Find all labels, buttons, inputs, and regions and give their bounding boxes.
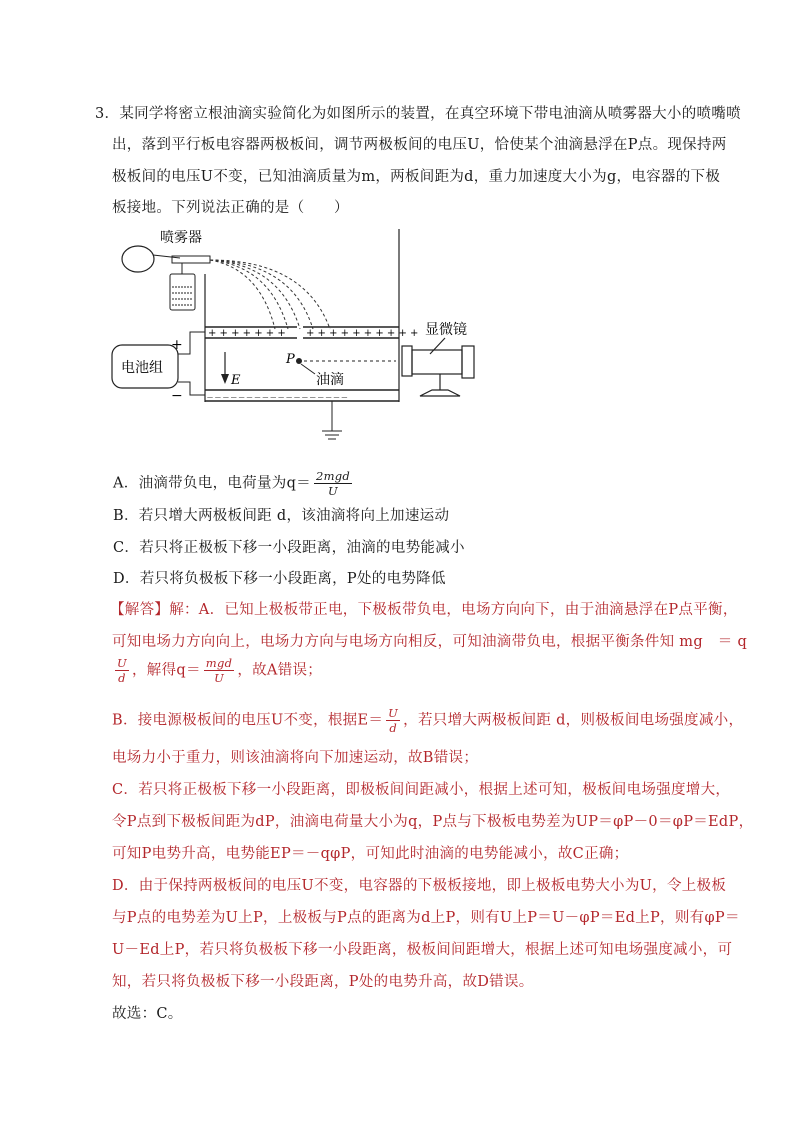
answer-line-10: 与P点的电势差为U上P，上极板与P点的距离为d上P，则有U上P＝U－φP＝Ed上P，则有φP＝	[112, 910, 740, 926]
answer-fraction-u-d	[115, 656, 129, 685]
upper-plate-charges-right: + + + + + + + + + +	[306, 328, 419, 339]
option-a-numerator: 2mgd	[315, 469, 351, 483]
option-a[interactable]	[113, 469, 355, 498]
answer-line-1	[110, 598, 738, 619]
battery-plus-sign: +	[171, 337, 183, 353]
sprayer-icon	[122, 246, 210, 310]
answer-text-4a: B．接电源极板间的电压U不变，根据E＝	[112, 712, 384, 729]
answer-text-3a: ，解得q＝	[132, 662, 201, 679]
upper-plate-charges-left: + + + + + + +	[208, 328, 286, 339]
question-line-4: 板接地。下列说法正确的是（ ）	[112, 200, 349, 216]
oil-drop-label: 油滴	[316, 372, 344, 388]
field-label: E	[231, 373, 241, 388]
answer-tag: 【解答】	[110, 602, 170, 618]
question-line-1	[95, 102, 741, 123]
sprayer-label: 喷雾器	[160, 230, 202, 246]
fraction-denominator: U	[214, 671, 225, 685]
answer-fraction-mgd-u	[204, 656, 235, 685]
answer-line-7: 令P点到下极板间距为dP，油滴电荷量大小为q，P点与下极板电势差为UP＝φP－0＝φP＝EdP，	[112, 814, 754, 830]
option-b[interactable]: B．若只增大两极板间距 d，该油滴将向上加速运动	[113, 508, 450, 524]
oil-drop	[296, 358, 302, 364]
answer-line-12: 知，若只将负极板下移一小段距离，P处的电势升高，故D错误。	[112, 974, 534, 990]
battery-label: 电池组	[121, 360, 163, 376]
spray-trajectories	[210, 260, 330, 329]
fraction-numerator: mgd	[205, 656, 233, 670]
answer-line-3	[112, 656, 322, 685]
option-a-text: A．油滴带负电，电荷量为q＝	[113, 475, 311, 492]
answer-text-4b: ，若只增大两极板间距 d，则极板间电场强度减小，	[403, 712, 744, 729]
microscope-label: 显微镜	[425, 322, 467, 338]
option-d[interactable]: D．若只将负极板下移一小段距离，P处的电势降低	[113, 571, 446, 587]
answer-final: 故选：C。	[112, 1006, 183, 1022]
fraction-denominator: d	[389, 721, 397, 735]
ground-icon	[322, 401, 342, 439]
question-line-3: 极板间的电压U不变，已知油滴质量为m，两板间距为d，重力加速度大小为g，电容器的下极	[112, 169, 721, 185]
answer-text-3b: ，故A错误；	[237, 662, 323, 679]
oil-drop-leader	[301, 364, 315, 374]
option-a-fraction	[314, 469, 352, 498]
question-number: 3．	[95, 106, 120, 122]
answer-line-6: C．若只将正极板下移一小段距离，即极板间间距减小，根据上述可知，极板间电场强度增大，	[112, 782, 731, 798]
answer-line-2: 可知电场力方向向上，电场力方向与电场方向相反，可知油滴带负电，根据平衡条件知 mg ＝ q	[112, 634, 748, 650]
question-stem-1: 某同学将密立根油滴实验简化为如图所示的装置，在真空环境下带电油滴从喷雾器大小的喷嘴喷	[119, 106, 741, 122]
fraction-numerator: U	[388, 706, 399, 720]
fraction-numerator: U	[117, 656, 127, 670]
answer-line-5: 电场力小于重力，则该油滴将向下加速运动，故B错误；	[112, 750, 479, 766]
battery-minus-sign: −	[171, 388, 183, 404]
answer-line-11: U－Ed上P，若只将负极板下移一小段距离，极板间间距增大，根据上述可知电场强度减小，可	[112, 942, 733, 958]
answer-line-4	[112, 706, 743, 735]
microscope-icon	[402, 338, 474, 396]
answer-line-8: 可知P电势升高，电势能EP＝－qφP，可知此时油滴的电势能减小，故C正确；	[112, 846, 629, 862]
field-arrow-head	[221, 374, 229, 384]
answer-fraction-e	[386, 706, 400, 735]
upper-plate	[205, 327, 418, 339]
answer-text-1: 解：A．已知上极板带正电，下极板带负电，电场方向向下，由于油滴悬浮在P点平衡，	[169, 602, 738, 618]
option-c[interactable]: C．若只将正极板下移一小段距离，油滴的电势能减小	[113, 540, 465, 556]
lower-plate-charges: — — — — — — — — — — — — — — — — — —	[207, 394, 348, 401]
point-label: P	[286, 352, 295, 367]
fraction-denominator: d	[118, 671, 126, 685]
answer-line-9: D．由于保持两极板间的电压U不变，电容器的下极板接地，即上极板电势大小为U，令上极板	[112, 878, 727, 894]
apparatus-figure	[110, 224, 480, 454]
lower-plate	[205, 390, 399, 401]
option-a-denominator: U	[328, 484, 339, 498]
question-line-2: 出，落到平行板电容器两极板间，调节两极板间的电压U，恰使某个油滴悬浮在P点。现保持两	[112, 137, 727, 153]
